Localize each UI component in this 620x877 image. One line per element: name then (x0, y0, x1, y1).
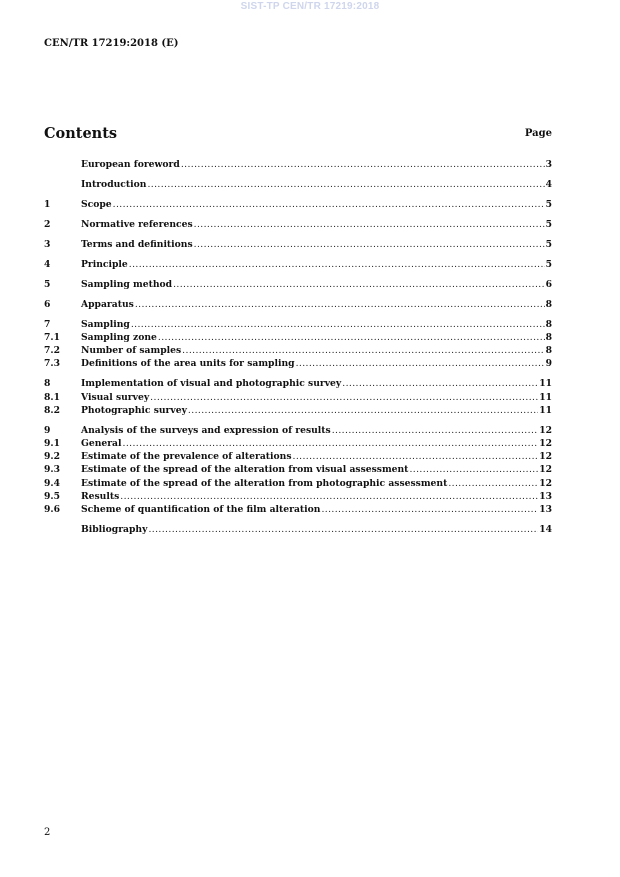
toc-dot-leader (296, 357, 545, 370)
contents-heading: Contents (44, 125, 118, 142)
toc-entry-title[interactable]: Estimate of the spread of the alteration from photographic assessment (81, 477, 448, 489)
watermark: SIST-TP CEN/TR 17219:2018 (240, 1, 380, 12)
toc-dot-leader (188, 404, 538, 417)
toc-entry-title[interactable]: Normative references (81, 218, 193, 230)
toc-entry-title[interactable]: Estimate of the spread of the alteration from visual assessment (81, 464, 409, 476)
toc-entry-title[interactable]: Introduction (81, 178, 147, 190)
footer-page-number: 2 (44, 827, 51, 838)
toc-entry[interactable] (44, 158, 552, 171)
toc-entry-page[interactable]: 14 (539, 523, 552, 535)
toc-entry[interactable] (44, 258, 552, 271)
toc-dot-leader (120, 490, 538, 503)
toc-dot-leader (113, 198, 545, 211)
toc-entry[interactable] (44, 298, 552, 311)
toc-entry-number: 9.2 (44, 451, 60, 463)
toc-entry-title[interactable]: Scope (81, 198, 112, 210)
toc-entry-title[interactable]: Implementation of visual and photographic survey (81, 378, 342, 390)
toc-entry-title[interactable]: Principle (81, 258, 128, 270)
toc-entry-number: 6 (44, 298, 51, 310)
toc-entry[interactable] (44, 450, 552, 463)
toc-dot-leader (129, 258, 545, 271)
toc-entry[interactable] (44, 490, 552, 503)
toc-entry[interactable] (44, 391, 552, 404)
toc-entry-number: 8.2 (44, 404, 60, 416)
toc-dot-leader (409, 463, 538, 476)
toc-entry[interactable] (44, 477, 552, 490)
toc-dot-leader (181, 158, 545, 171)
toc-entry-number: 5 (44, 278, 51, 290)
toc-entry-number: 9.4 (44, 477, 60, 489)
toc-entry-number: 7 (44, 318, 51, 330)
toc-entry-number: 7.2 (44, 345, 60, 357)
toc-entry[interactable] (44, 318, 552, 331)
toc-entry-page[interactable]: 11 (539, 378, 552, 390)
toc-entry-title[interactable]: Scheme of quantification of the film alteration (81, 503, 321, 515)
toc-dot-leader (293, 450, 539, 463)
toc-entry-title[interactable]: Estimate of the prevalence of alterations (81, 451, 292, 463)
toc-entry-number: 1 (44, 198, 51, 210)
toc-entry-title[interactable]: Results (81, 490, 120, 502)
toc-entry-title[interactable]: Terms and definitions (81, 238, 193, 250)
toc-entry[interactable] (44, 331, 552, 344)
toc-entry[interactable] (44, 503, 552, 516)
toc-entry-number: 8.1 (44, 391, 60, 403)
toc-entry-page[interactable]: 12 (539, 437, 552, 449)
toc-entry-title[interactable]: Definitions of the area units for sampling (81, 358, 295, 370)
toc-entry-page[interactable]: 5 (545, 258, 552, 270)
toc-entry-title[interactable]: Photographic survey (81, 404, 187, 416)
toc-entry[interactable] (44, 437, 552, 450)
toc-entry-title[interactable]: Analysis of the surveys and expression of results (81, 424, 331, 436)
toc-entry-number: 2 (44, 218, 51, 230)
toc-entry-title[interactable]: Sampling zone (81, 332, 157, 344)
toc-entry-page[interactable]: 8 (545, 318, 552, 330)
toc-entry-number: 9 (44, 424, 51, 436)
toc-dot-leader (150, 391, 538, 404)
toc-entry-title[interactable]: Sampling method (81, 278, 173, 290)
toc-entry-page[interactable]: 5 (545, 198, 552, 210)
toc-dot-leader (123, 437, 539, 450)
toc-entry-page[interactable]: 5 (545, 218, 552, 230)
toc-entry-page[interactable]: 6 (545, 278, 552, 290)
toc-dot-leader (194, 218, 545, 231)
toc-entry-number: 9.3 (44, 464, 60, 476)
toc-entry-title[interactable]: Number of samples (81, 345, 182, 357)
toc-entry[interactable] (44, 377, 552, 390)
toc-dot-leader (148, 523, 538, 536)
toc-dot-leader (131, 318, 545, 331)
toc-entry-number: 3 (44, 238, 51, 250)
toc-entry-number: 8 (44, 378, 51, 390)
toc-dot-leader (147, 178, 544, 191)
page-column-label: Page (524, 128, 552, 139)
toc-entry-title[interactable]: European foreword (81, 159, 180, 170)
toc-entry-title[interactable]: Apparatus (81, 298, 134, 310)
toc-entry-page[interactable]: 8 (545, 345, 552, 357)
toc-entry[interactable] (44, 218, 552, 231)
toc-entry-number: 9.5 (44, 490, 60, 502)
toc-entry-page[interactable]: 11 (539, 391, 552, 403)
toc-dot-leader (135, 298, 545, 311)
toc-dot-leader (194, 238, 545, 251)
toc-dot-leader (321, 503, 538, 516)
toc-entry-number: 7.3 (44, 358, 60, 370)
table-of-contents (44, 158, 552, 536)
toc-entry[interactable] (44, 344, 552, 357)
toc-entry-number: 9.6 (44, 503, 60, 515)
toc-entry-page[interactable]: 12 (539, 451, 552, 463)
toc-entry[interactable] (44, 238, 552, 251)
toc-entry-page[interactable]: 9 (545, 358, 552, 370)
toc-entry-number: 4 (44, 258, 51, 270)
toc-dot-leader (342, 377, 538, 390)
toc-entry-number: 9.1 (44, 437, 60, 449)
toc-entry-page[interactable]: 12 (539, 477, 552, 489)
toc-entry-title[interactable]: General (81, 437, 122, 449)
toc-entry-page[interactable]: 12 (539, 424, 552, 436)
toc-dot-leader (173, 278, 545, 291)
toc-entry-page[interactable]: 5 (545, 238, 552, 250)
toc-entry-title[interactable]: Visual survey (81, 391, 150, 403)
toc-dot-leader (332, 424, 538, 437)
toc-entry-page[interactable]: 8 (545, 298, 552, 310)
toc-dot-leader (158, 331, 545, 344)
toc-dot-leader (448, 477, 538, 490)
toc-entry[interactable] (44, 463, 552, 476)
toc-entry-page[interactable]: 4 (545, 178, 552, 190)
toc-entry[interactable] (44, 278, 552, 291)
document-id-header: CEN/TR 17219:2018 (E) (44, 38, 179, 49)
toc-entry-page[interactable]: 13 (539, 490, 552, 502)
toc-entry-number: 7.1 (44, 332, 60, 344)
toc-entry-page[interactable]: 11 (539, 404, 552, 416)
toc-entry-page[interactable]: 12 (539, 464, 552, 476)
toc-entry[interactable] (44, 198, 552, 211)
toc-entry-title[interactable]: Sampling (81, 318, 130, 330)
toc-entry[interactable] (44, 523, 552, 536)
toc-entry[interactable] (44, 357, 552, 370)
toc-entry-page[interactable]: 13 (539, 503, 552, 515)
toc-dot-leader (182, 344, 544, 357)
toc-entry-title[interactable]: Bibliography (81, 523, 148, 535)
toc-entry[interactable] (44, 178, 552, 191)
toc-entry-page[interactable]: 8 (545, 332, 552, 344)
toc-entry[interactable] (44, 404, 552, 417)
toc-entry[interactable] (44, 424, 552, 437)
toc-entry-page[interactable]: 3 (545, 159, 552, 170)
